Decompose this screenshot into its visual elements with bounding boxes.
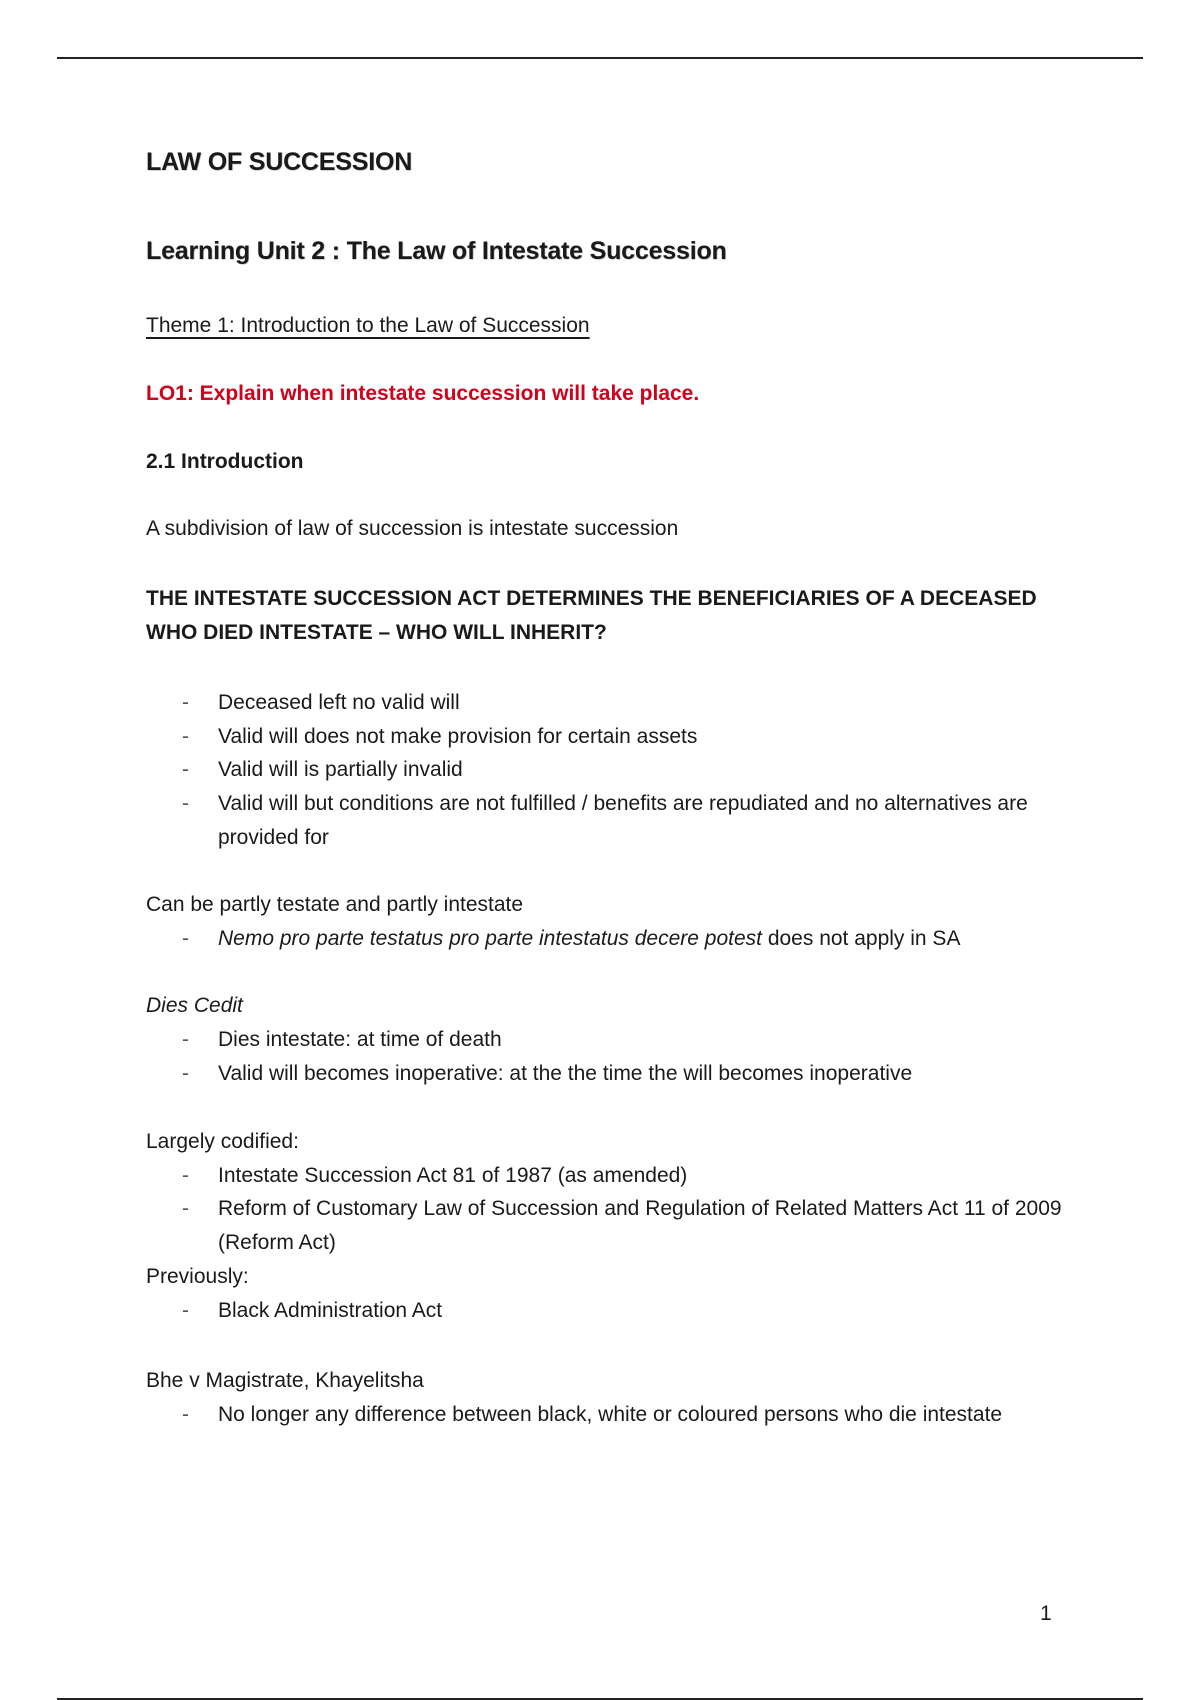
list-item: Valid will but conditions are not fulfilled / benefits are repudiated and no alternatives are provided for [218, 792, 1028, 849]
maxim-rest: does not apply in SA [761, 927, 961, 950]
list-item: Valid will is partially invalid [218, 758, 463, 781]
list-bullet: - [182, 1299, 189, 1322]
theme-heading: Theme 1: Introduction to the Law of Succession [146, 314, 590, 337]
document-title: LAW OF SUCCESSION [146, 148, 413, 176]
list-item: Dies intestate: at time of death [218, 1028, 502, 1051]
list-item: Valid will does not make provision for certain assets [218, 725, 698, 748]
list-bullet: - [182, 1403, 189, 1426]
dies-cedit-label: Dies Cedit [146, 994, 243, 1017]
list-bullet: - [182, 1028, 189, 1051]
list-bullet: - [182, 1062, 189, 1085]
list-item: Black Administration Act [218, 1299, 443, 1322]
maxim-item [218, 922, 1078, 956]
section-heading: 2.1 Introduction [146, 450, 304, 473]
list-item: No longer any difference between black, white or coloured persons who die intestate [218, 1403, 1003, 1426]
list-bullet: - [182, 927, 189, 950]
list-bullet: - [182, 725, 189, 748]
list-item: Reform of Customary Law of Succession and Regulation of Related Matters Act 11 of 2009 (Reform Act) [218, 1197, 1062, 1254]
list-bullet: - [182, 792, 189, 815]
page-number: 1 [1040, 1602, 1052, 1625]
intro-text: A subdivision of law of succession is intestate succession [146, 517, 679, 540]
caps-statement: THE INTESTATE SUCCESSION ACT DETERMINES THE BENEFICIARIES OF A DECEASED WHO DIED INTESTATE – WHO WILL INHERIT? [146, 587, 1037, 644]
learning-outcome: LO1: Explain when intestate succession will take place. [146, 382, 700, 405]
maxim-latin: Nemo pro parte testatus pro parte intestatus decere potest [218, 927, 762, 950]
list-item: Deceased left no valid will [218, 691, 460, 714]
list-bullet: - [182, 691, 189, 714]
list-item: Intestate Succession Act 81 of 1987 (as amended) [218, 1164, 688, 1187]
codified-label: Largely codified: [146, 1130, 299, 1153]
list-item: Valid will becomes inoperative: at the the time the will becomes inoperative [218, 1062, 913, 1085]
list-bullet: - [182, 758, 189, 781]
previously-label: Previously: [146, 1265, 249, 1288]
partly-label: Can be partly testate and partly intestate [146, 893, 524, 916]
top-rule [57, 57, 1143, 59]
unit-title: Learning Unit 2 : The Law of Intestate Succession [146, 237, 727, 265]
list-bullet: - [182, 1164, 189, 1187]
case-label: Bhe v Magistrate, Khayelitsha [146, 1369, 424, 1392]
list-bullet: - [182, 1197, 189, 1220]
